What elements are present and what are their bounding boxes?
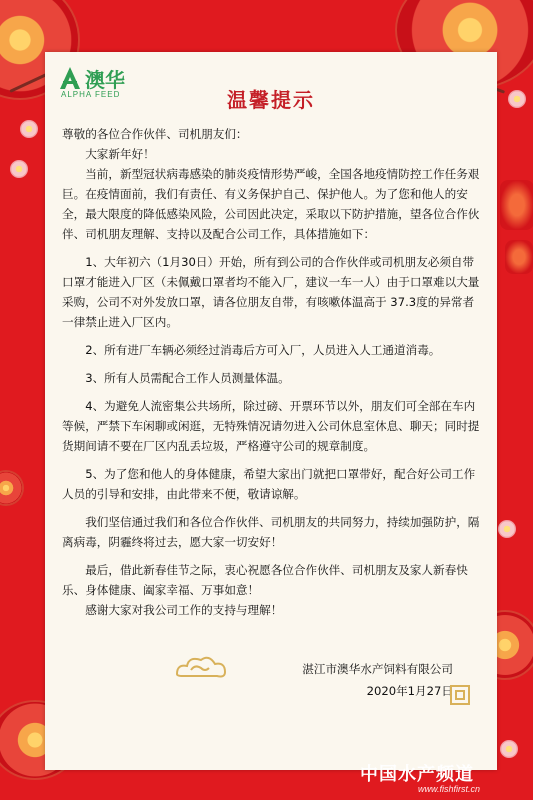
measure-2: 2、所有进厂车辆必须经过消毒后方可入厂，人员进入人工通道消毒。 [85,343,441,357]
plum-blossom [20,120,38,138]
paragraph-wishes: 最后，借此新春佳节之际，衷心祝愿各位合作伙伴、司机朋友及家人新春快乐、身体健康、阖家幸福、万事如意！ [62,563,468,597]
watermark-text: 中国水产频道 [360,764,474,785]
logo-brand-en: ALPHA FEED [61,90,121,99]
measure-3: 3、所有人员需配合工作人员测量体温。 [85,371,290,385]
paragraph-thanks: 感谢大家对我公司工作的支持与理解！ [85,603,283,617]
notice-title: 温馨提示 [227,88,315,112]
new-year-greeting: 大家新年好！ [85,147,155,161]
paragraph-belief: 我们坚信通过我们和各位合作伙伴、司机朋友的共同努力，持续加强防护，隔离病毒，阴霾终将过去，愿大家一切安好！ [62,515,480,549]
notice-body [62,124,482,620]
measure-4: 4、为避免人流密集公共场所，除过磅、开票环节以外，朋友们可全部在车内等候，严禁下车闲聊或闲逛，无特殊情况请勿进入公司休息室休息、聊天；同时提货期间请不要在厂区内乱丢垃圾，严格遵守公司的规章制度。 [62,399,480,453]
plum-blossom [500,740,518,758]
signature-block [302,658,453,702]
plum-blossom [10,160,28,178]
peony-flower-left-mid [0,470,24,506]
lantern-decoration [500,180,533,230]
notice-date: 2020年1月27日 [366,684,453,698]
measure-1: 1、大年初六（1月30日）开始，所有到公司的合作伙伴或司机朋友必须自带口罩才能进入厂区（未佩戴口罩者均不能入厂，建议一车一人）由于口罩难以大量采购，公司不对外发放口罩，请各位朋友自带，有咳嗽体温高于 37.3度的异常者一律禁止进入厂区内。 [62,255,480,329]
watermark-url: www.fishfirst.cn [418,784,481,794]
greeting: 尊敬的各位合作伙伴、司机朋友们： [62,127,248,141]
measure-5: 5、为了您和他人的身体健康，希望大家出门就把口罩带好，配合好公司工作人员的引导和安排，由此带来不便，敬请谅解。 [62,467,476,501]
auspicious-cloud-icon [173,654,229,680]
plum-blossom [508,90,526,108]
logo-brand-cn: 澳华 [85,68,125,92]
paragraph-intro: 当前，新型冠状病毒感染的肺炎疫情形势严峻，全国各地疫情防控工作任务艰巨。在疫情面前，我们有责任、有义务保护自己、保护他人。为了您和他人的安全，最大限度的降低感染风险，公司因此决定，采取以下防护措施，望各位合作伙伴、司机朋友理解、支持以及配合公司工作，具体措施如下： [62,167,480,241]
company-name: 湛江市澳华水产饲料有限公司 [302,662,453,676]
lantern-decoration [505,240,533,274]
plum-blossom [498,520,516,538]
notice-paper [45,52,497,770]
decorative-knot-icon [445,680,475,710]
